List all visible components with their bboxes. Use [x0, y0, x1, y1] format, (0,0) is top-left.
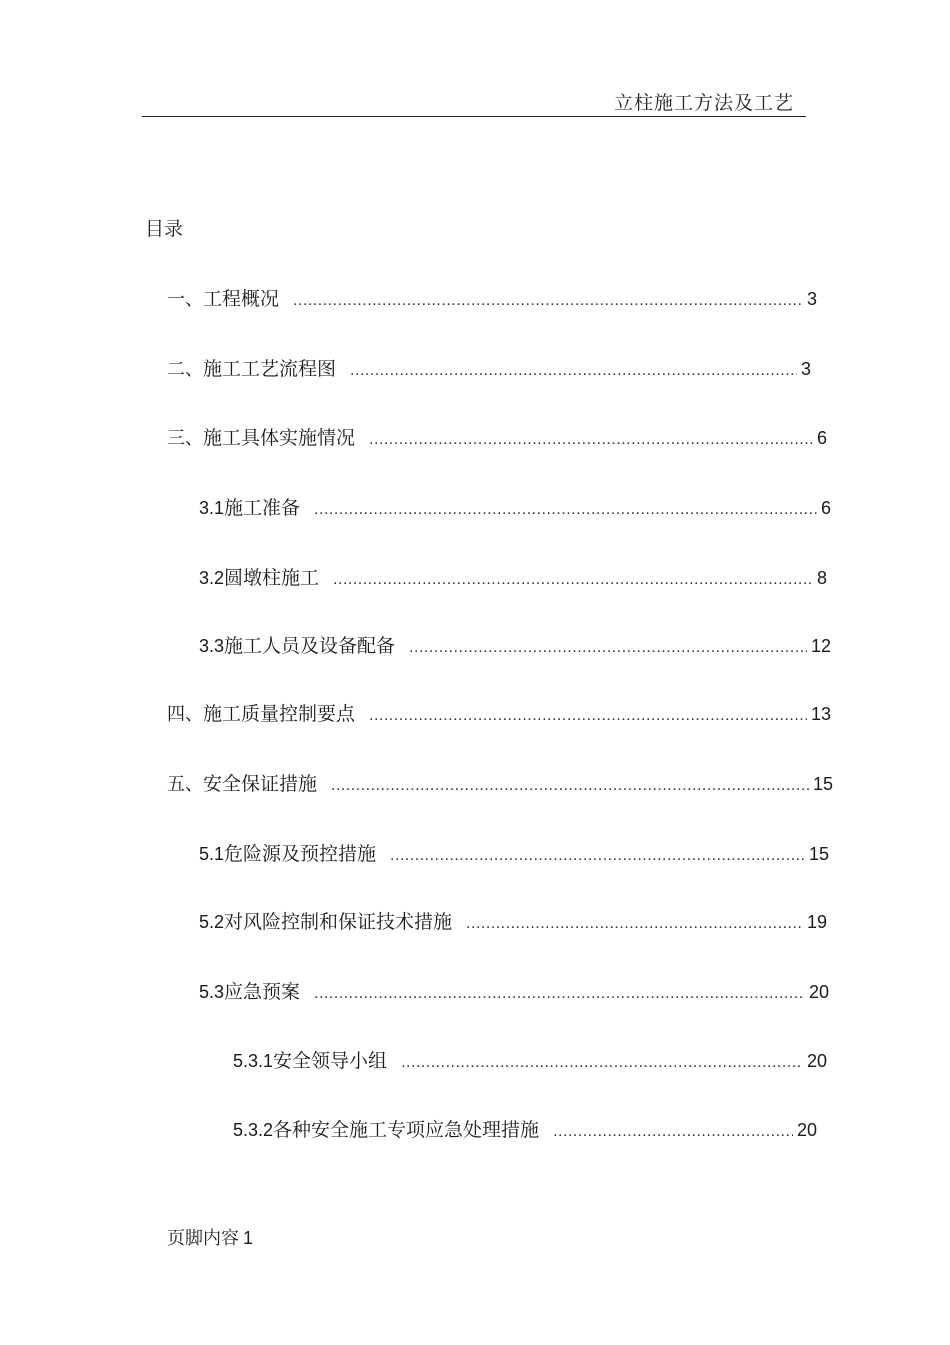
toc-entry-page: 3 — [800, 359, 811, 379]
toc-entry-title: 危险源及预控措施 — [224, 843, 377, 865]
toc-entry-page: 20 — [806, 1051, 827, 1071]
header-title: 立柱施工方法及工艺 — [613, 92, 794, 114]
toc-entry-number: 3.3 — [199, 636, 225, 656]
toc-leader-dots — [390, 847, 805, 865]
toc-entry-number: 5.3 — [199, 982, 225, 1002]
toc-entry-page: 3 — [806, 289, 817, 309]
toc-entry-5-2[interactable] — [199, 907, 827, 933]
page-footer — [167, 1224, 253, 1250]
toc-entry-page: 19 — [806, 912, 827, 932]
toc-entry-5-1[interactable] — [199, 839, 829, 865]
toc-leader-dots — [466, 915, 803, 933]
toc-leader-dots — [369, 431, 813, 449]
toc-entry-page: 13 — [810, 704, 831, 724]
toc-entry-title: 安全领导小组 — [273, 1050, 388, 1072]
toc-entry-number: 一、 — [167, 289, 203, 309]
toc-entry-title: 施工质量控制要点 — [203, 703, 356, 725]
toc-entry-page: 6 — [820, 498, 831, 518]
toc-entry-title: 施工工艺流程图 — [203, 358, 337, 380]
toc-entry-title: 圆墩柱施工 — [224, 567, 320, 589]
toc-leader-dots — [314, 985, 805, 1003]
toc-leader-dots — [369, 707, 807, 725]
toc-entry-page: 6 — [816, 428, 827, 448]
toc-leader-dots — [401, 1054, 803, 1072]
toc-entry-number: 四、 — [167, 704, 203, 724]
toc-entry-title: 工程概况 — [203, 288, 280, 310]
toc-heading: 目录 — [145, 218, 184, 240]
toc-leader-dots — [314, 501, 817, 519]
toc-entry-2[interactable] — [167, 354, 811, 380]
toc-entry-page: 15 — [808, 844, 829, 864]
toc-entry-number: 三、 — [167, 428, 203, 448]
toc-leader-dots — [331, 777, 809, 795]
toc-entry-page: 20 — [808, 982, 829, 1002]
toc-entry-number: 5.3.1 — [233, 1051, 274, 1071]
toc-entry-page: 15 — [812, 774, 833, 794]
toc-entry-page: 8 — [816, 568, 827, 588]
toc-entry-page: 12 — [810, 636, 831, 656]
toc-leader-dots — [553, 1123, 793, 1141]
toc-entry-5-3[interactable] — [199, 977, 829, 1003]
toc-entry-3-1[interactable] — [199, 493, 831, 519]
toc-entry-number: 3.2 — [199, 568, 225, 588]
footer-page-number: 1 — [243, 1228, 254, 1248]
toc-entry-5[interactable] — [167, 769, 833, 795]
toc-entry-title: 施工具体实施情况 — [203, 427, 356, 449]
toc-entry-title: 施工准备 — [224, 497, 301, 519]
toc-entry-number: 5.2 — [199, 912, 225, 932]
toc-entry-4[interactable] — [167, 699, 831, 725]
toc-entry-number: 3.1 — [199, 498, 225, 518]
toc-entry-page: 20 — [796, 1120, 817, 1140]
footer-label: 页脚内容 — [167, 1228, 239, 1249]
toc-entry-title: 安全保证措施 — [203, 773, 318, 795]
toc-entry-number: 二、 — [167, 359, 203, 379]
toc-entry-title: 各种安全施工专项应急处理措施 — [273, 1119, 540, 1141]
toc-entry-5-3-2[interactable] — [233, 1115, 817, 1141]
toc-leader-dots — [293, 292, 803, 310]
toc-entry-number: 5.1 — [199, 844, 225, 864]
toc-entry-3[interactable] — [167, 423, 827, 449]
toc-entry-title: 对风险控制和保证技术措施 — [224, 911, 453, 933]
toc-entry-number: 5.3.2 — [233, 1120, 274, 1140]
toc-entry-title: 施工人员及设备配备 — [224, 635, 396, 657]
toc-leader-dots — [409, 639, 807, 657]
toc-leader-dots — [333, 571, 813, 589]
toc-entry-3-3[interactable] — [199, 631, 831, 657]
toc-entry-3-2[interactable] — [199, 563, 827, 589]
toc-entry-title: 应急预案 — [224, 981, 301, 1003]
toc-entry-number: 五、 — [167, 774, 203, 794]
toc-leader-dots — [350, 362, 797, 380]
toc-entry-5-3-1[interactable] — [233, 1046, 827, 1072]
toc-entry-1[interactable] — [167, 284, 817, 310]
